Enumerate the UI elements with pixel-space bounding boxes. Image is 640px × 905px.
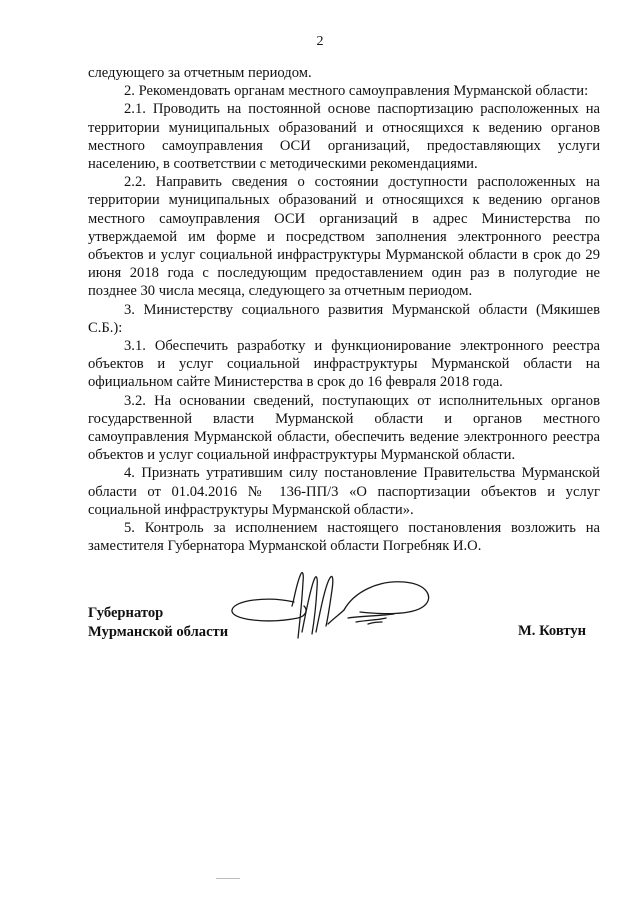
document-body xyxy=(88,64,600,555)
paragraph-continuation: следующего за отчетным периодом. xyxy=(88,65,312,81)
paragraph-5: 5. Контроль за исполнением настоящего постановления возложить на заместителя Губернатора Мурманской области Погребняк И.О. xyxy=(88,520,600,555)
signatory-title xyxy=(88,604,228,642)
footer-divider xyxy=(216,878,240,879)
signatory-title-line2: Мурманской области xyxy=(88,624,229,640)
page-number: 2 xyxy=(316,34,324,49)
paragraph-3-1: 3.1. Обеспечить разработку и функционирование электронного реестра объектов и услуг социальной инфраструктуры Мурманской области на официальном сайте Министерства в срок до 16 февраля 2018 года. xyxy=(88,338,600,391)
signatory-name: М. Ковтун xyxy=(518,623,587,639)
paragraph-4: 4. Признать утратившим силу постановление Правительства Мурманской области от 01.04.2016 № 136-ПП/3 «О паспортизации объектов и услуг социальной инфраструктуры Мурманской области». xyxy=(88,465,600,518)
paragraph-2-1: 2.1. Проводить на постоянной основе паспортизацию расположенных на территории муниципальных образований и относящихся к ведению органов местного самоуправления ОСИ организаций, предоставляющих услуги населению, в соответствии с методическими рекомендациями. xyxy=(88,101,600,173)
signatory-title-line1: Губернатор xyxy=(88,605,164,621)
paragraph-3: 3. Министерству социального развития Мурманской области (Мякишев С.Б.): xyxy=(88,301,600,336)
paragraph-2: 2. Рекомендовать органам местного самоуправления Мурманской области: xyxy=(124,83,589,100)
handwritten-signature xyxy=(228,562,468,652)
paragraph-2-2: 2.2. Направить сведения о состоянии доступности расположенных на территории муниципальных образований и относящихся к ведению органов местного самоуправления ОСИ организаций в адрес Министерства по утверждаемой им форме и посредством заполнения электронного реестра объектов и услуг социальной инфраструктуры Мурманской области в срок до 29 июня 2018 года с последующим предоставлением один раз в полугодие не позднее 30 числа месяца, следующего за отчетным периодом. xyxy=(88,174,600,300)
paragraph-3-2: 3.2. На основании сведений, поступающих от исполнительных органов государственной власти Мурманской области и органов местного самоуправления Мурманской области, обеспечить ведение электронного реестра объектов и услуг социальной инфраструктуры Мурманской области. xyxy=(88,392,600,464)
